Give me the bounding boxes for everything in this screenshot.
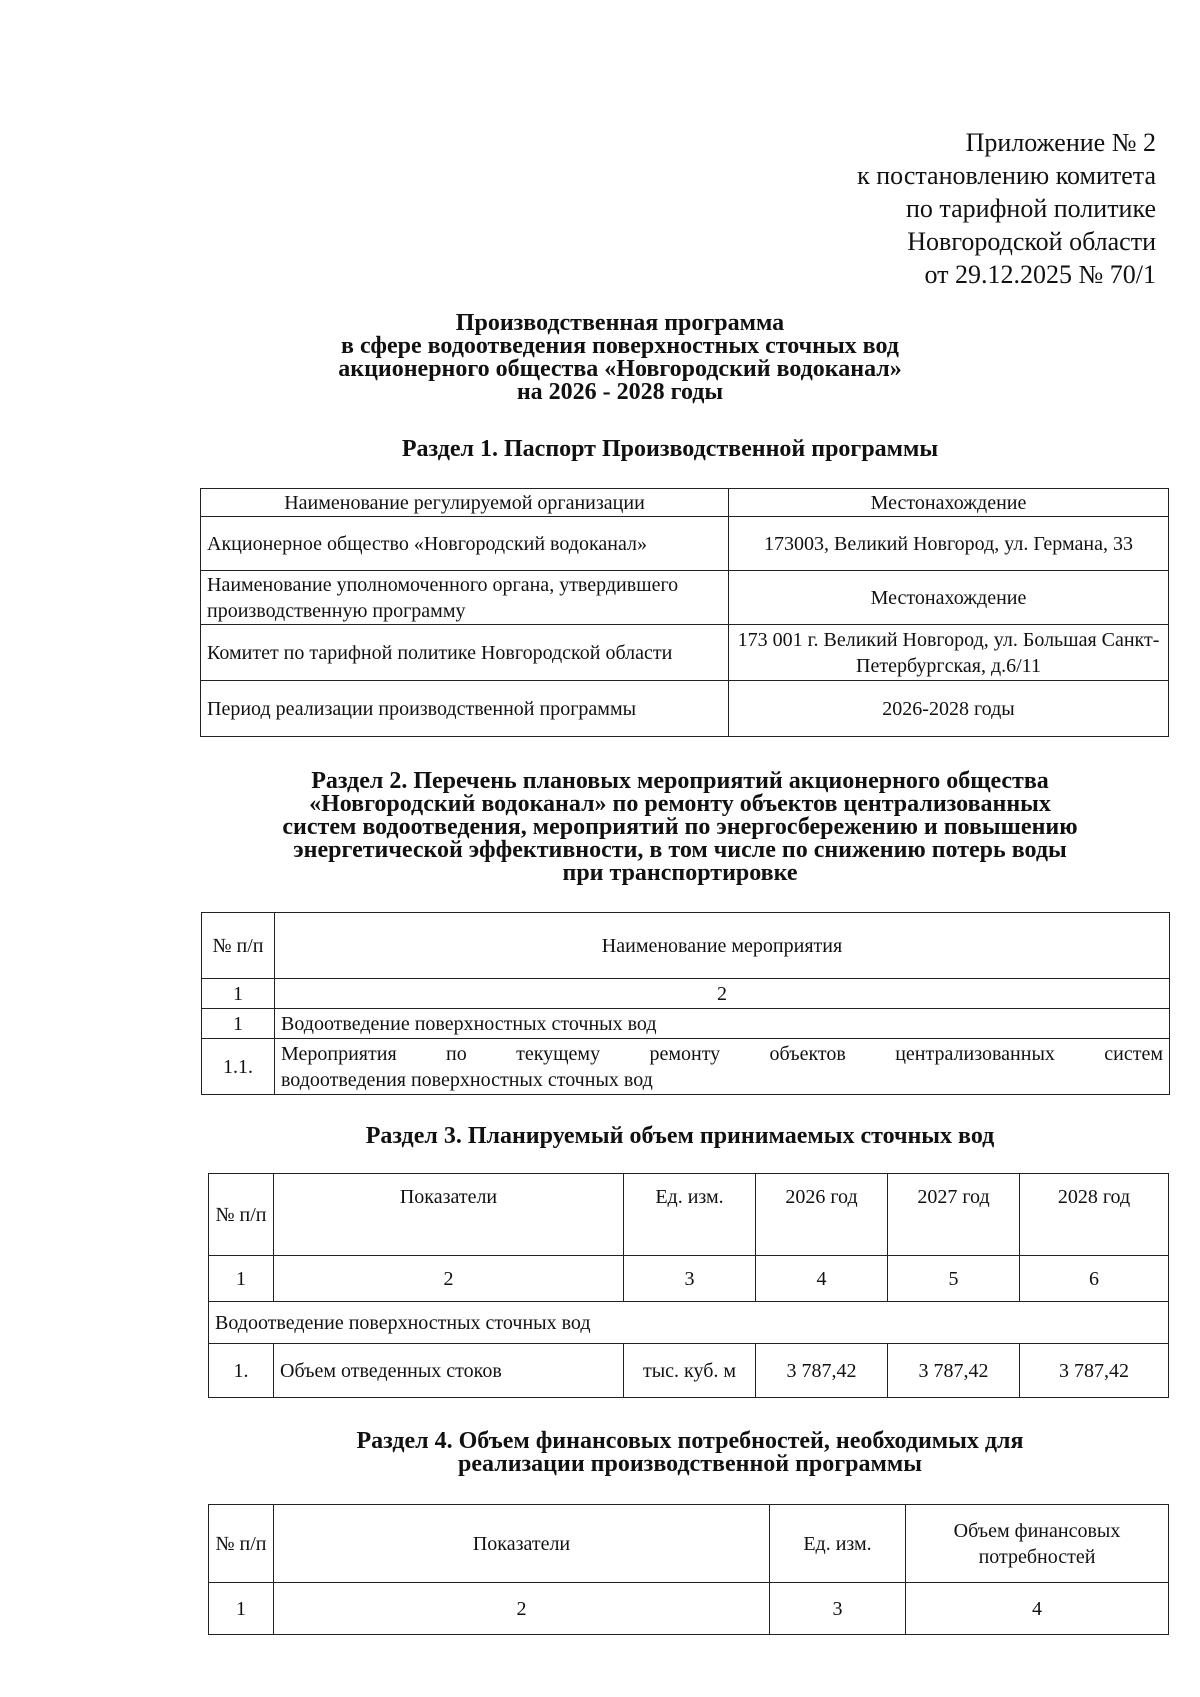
table-row (201, 571, 1169, 625)
appendix-line: Новгородской области (907, 227, 1156, 256)
index-cell: 3 (624, 1256, 756, 1302)
header-cell: Ед. изм. (624, 1174, 756, 1256)
document-title (300, 312, 940, 404)
header-cell: Объем финансовых потребностей (906, 1505, 1169, 1583)
row-number-cell: 1.1. (202, 1039, 275, 1095)
appendix-header (857, 126, 1156, 291)
table-row (209, 1256, 1169, 1302)
title-line: на 2026 - 2028 годы (516, 379, 724, 405)
header-cell: № п/п (202, 913, 275, 979)
unit-cell: тыс. куб. м (624, 1344, 756, 1398)
row-name-line: Мероприятия по текущему ремонту объектов централизованных систем (281, 1042, 1163, 1065)
row-name-line: водоотведения поверхностных сточных вод (281, 1068, 653, 1091)
header-cell: № п/п (209, 1505, 274, 1583)
value-cell-2026: 3 787,42 (756, 1344, 888, 1398)
financial-table (208, 1504, 1169, 1635)
table-row (209, 1174, 1169, 1256)
index-cell: 2 (274, 1583, 770, 1635)
index-cell: 4 (906, 1583, 1169, 1635)
value-cell-2027: 3 787,42 (888, 1344, 1020, 1398)
index-cell: 3 (770, 1583, 906, 1635)
index-cell: 1 (209, 1256, 274, 1302)
section4-heading (280, 1430, 1100, 1476)
header-cell: 2026 год (756, 1174, 888, 1256)
table-row (202, 913, 1170, 979)
period-value-cell: 2026-2028 годы (729, 681, 1169, 737)
table-row (202, 1039, 1170, 1095)
org-name-cell: Акционерное общество «Новгородский водоканал» (201, 517, 729, 571)
row-number-cell: 1. (209, 1344, 274, 1398)
header-cell: Показатели (274, 1174, 624, 1256)
row-name-cell: Объем отведенных стоков (274, 1344, 624, 1398)
value-cell-2028: 3 787,42 (1020, 1344, 1169, 1398)
authority-location-cell: 173 001 г. Великий Новгород, ул. Большая Санкт-Петербургская, д.6/11 (729, 625, 1169, 681)
title-line: в сфере водоотведения поверхностных сточных вод (341, 333, 899, 359)
appendix-line: Приложение № 2 (965, 128, 1156, 157)
heading-line: энергетической эффективности, в том числе по снижению потерь воды (293, 837, 1067, 863)
heading-line: систем водоотведения, мероприятий по энергосбережению и повышению (282, 814, 1078, 840)
index-cell: 2 (274, 1256, 624, 1302)
appendix-line: к постановлению комитета (857, 161, 1156, 190)
org-location-cell: 173003, Великий Новгород, ул. Германа, 33 (729, 517, 1169, 571)
header-cell: 2028 год (1020, 1174, 1169, 1256)
header-cell: Показатели (274, 1505, 770, 1583)
passport-table (200, 488, 1169, 737)
authority-name-cell: Комитет по тарифной политике Новгородской области (201, 625, 729, 681)
header-cell: Наименование регулируемой организации (201, 489, 729, 517)
heading-line: при транспортировке (562, 860, 798, 886)
heading-line: Раздел 2. Перечень плановых мероприятий акционерного общества (311, 768, 1049, 794)
index-cell: 6 (1020, 1256, 1169, 1302)
section2-heading (200, 770, 1160, 885)
title-line: Производственная программа (455, 310, 785, 336)
table-row (202, 979, 1170, 1009)
row-name-cell: Водоотведение поверхностных сточных вод (275, 1009, 1170, 1039)
table-row (202, 1009, 1170, 1039)
table-row (209, 1344, 1169, 1398)
table-row (201, 517, 1169, 571)
title-line: акционерного общества «Новгородский водоканал» (338, 356, 902, 382)
index-cell: 5 (888, 1256, 1020, 1302)
table-row (209, 1505, 1169, 1583)
heading-line: реализации производственной программы (458, 1451, 922, 1477)
row-number-cell: 1 (202, 1009, 275, 1039)
table-row (209, 1302, 1169, 1344)
measures-table (201, 912, 1170, 1095)
header-cell: № п/п (209, 1174, 274, 1256)
table-row (201, 681, 1169, 737)
appendix-line: от 29.12.2025 № 70/1 (924, 260, 1156, 289)
header-cell: Местонахождение (729, 489, 1169, 517)
index-cell: 1 (209, 1583, 274, 1635)
appendix-line: по тарифной политике (906, 194, 1156, 223)
header-cell: Наименование мероприятия (275, 913, 1170, 979)
row-name-cell (275, 1039, 1170, 1095)
header-cell: Ед. изм. (770, 1505, 906, 1583)
authority-location-label-cell: Местонахождение (729, 571, 1169, 625)
header-cell: 2027 год (888, 1174, 1020, 1256)
volume-table (208, 1173, 1169, 1398)
table-row (201, 489, 1169, 517)
index-cell: 1 (202, 979, 275, 1009)
section3-heading: Раздел 3. Планируемый объем принимаемых сточных вод (365, 1123, 995, 1149)
period-label-cell: Период реализации производственной программы (201, 681, 729, 737)
group-cell: Водоотведение поверхностных сточных вод (209, 1302, 1169, 1344)
index-cell: 2 (275, 979, 1170, 1009)
heading-line: «Новгородский водоканал» по ремонту объектов централизованных (309, 791, 1051, 817)
table-row (209, 1583, 1169, 1635)
index-cell: 4 (756, 1256, 888, 1302)
authority-label-cell: Наименование уполномоченного органа, утвердившего производственную программу (201, 571, 729, 625)
heading-line: Раздел 4. Объем финансовых потребностей, необходимых для (356, 1428, 1024, 1454)
section1-heading: Раздел 1. Паспорт Производственной программы (401, 436, 939, 462)
table-row (201, 625, 1169, 681)
